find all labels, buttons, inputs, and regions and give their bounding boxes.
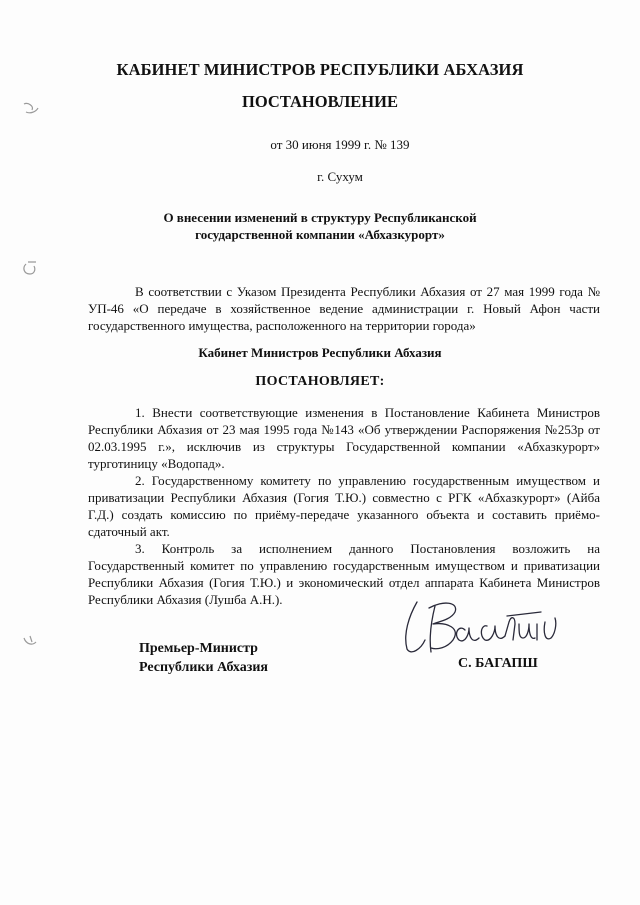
signatory-position bbox=[139, 639, 268, 677]
resolution-item: 3. Контроль за исполнением данного Постановления возложить на Государственный комитет по управлению государственным имуществом и приватизации Республики Абхазия (Гогия Т.Ю.) и экономический отдел аппарата Кабинета Министров Республики Абхазия (Лушба А.Н.). bbox=[88, 541, 600, 607]
resolution-item: 2. Государственному комитету по управлению государственным имуществом и приватизации Республики Абхазия (Гогия Т.Ю.) совместно с РГК «Абхазкурорт» (Айба Г.Д.) создать комиссию по приёму-передаче указанного объекта и составить приёмо-сдаточный акт. bbox=[88, 473, 600, 539]
resolving-body: Кабинет Министров Республики Абхазия bbox=[198, 345, 442, 360]
signatory-position-line: Республики Абхазия bbox=[139, 660, 269, 675]
handwritten-signature-icon bbox=[395, 594, 575, 664]
preamble-paragraph: В соответствии с Указом Президента Республики Абхазия от 27 мая 1999 года № УП-46 «О передаче в хозяйственное ведение администрации г. Новый Афон части государственного имущества, расположенного на территории города» bbox=[88, 284, 600, 333]
signatory-position-line: Премьер-Министр bbox=[139, 641, 258, 656]
document-subject bbox=[0, 209, 640, 243]
subject-line: государственной компании «Абхазкурорт» bbox=[195, 227, 445, 242]
resolution-item: 1. Внести соответствующие изменения в Постановление Кабинета Министров Республики Абхазия от 23 мая 1995 года №143 «Об утверждении Распоряжения №253р от 02.03.1995 г.», исключив из структуры Государственной компании «Абхазкурорт» турготиницу «Водопад». bbox=[88, 405, 600, 471]
document-type: ПОСТАНОВЛЕНИЕ bbox=[242, 92, 398, 111]
document-city: г. Сухум bbox=[317, 169, 363, 184]
subject-line: О внесении изменений в структуру Республиканской bbox=[163, 210, 477, 225]
signatory-name: С. БАГАПШ bbox=[458, 656, 538, 671]
punch-hole-mark-icon bbox=[18, 630, 44, 652]
document-date: от 30 июня 1999 г. № 139 bbox=[270, 137, 410, 152]
resolution-items bbox=[88, 404, 600, 608]
punch-hole-mark-icon bbox=[18, 258, 44, 280]
punch-hole-mark-icon bbox=[18, 98, 44, 120]
resolves-heading: ПОСТАНОВЛЯЕТ: bbox=[255, 374, 385, 389]
issuer-title: КАБИНЕТ МИНИСТРОВ РЕСПУБЛИКИ АБХАЗИЯ bbox=[116, 60, 524, 79]
